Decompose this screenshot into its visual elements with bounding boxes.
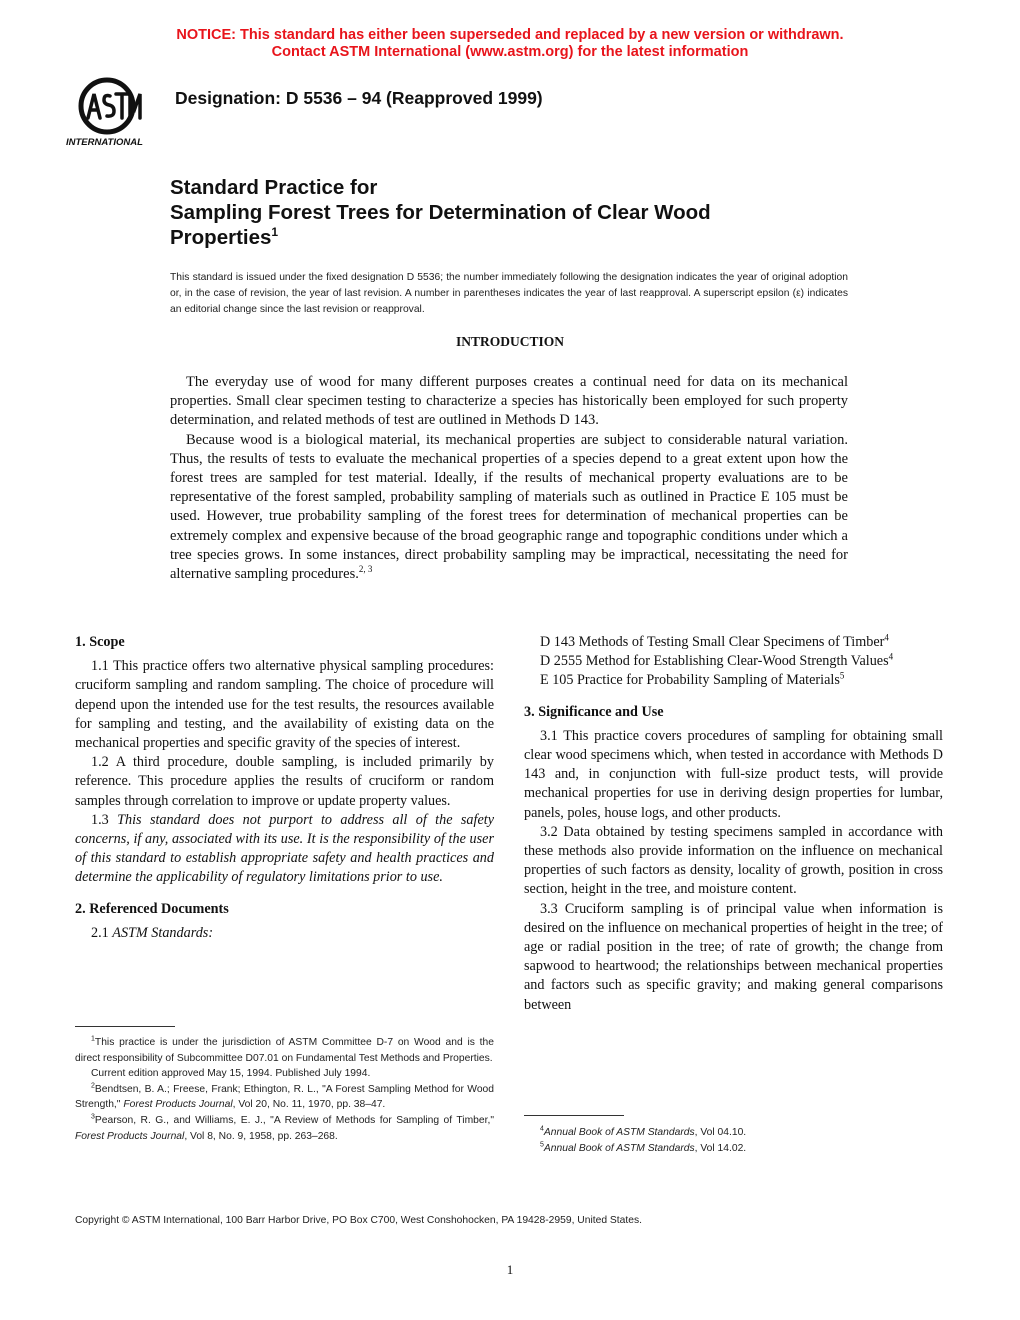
left-column: [75, 633, 494, 943]
footnote-4: $^4$Annual Book of ASTM Standards, Vol 04.10.: [540, 1125, 747, 1138]
footnote-rule-left: [75, 1026, 175, 1027]
footnote-rule-right: [524, 1115, 624, 1116]
copyright-line: Copyright © ASTM International, 100 Barr Harbor Drive, PO Box C700, West Conshohocken, PA 19428-2959, United States.: [75, 1215, 642, 1226]
scope-1-3: 1.3 This standard does not purport to address all of the safety concerns, if any, associated with its use. It is the responsibility of the user of this standard to establish appropriate safety and health practices and determine the applicability of regulatory limitations prior to use.: [75, 811, 494, 886]
footnotes-right: [524, 1125, 943, 1156]
reference-list: [524, 633, 943, 691]
footnote-1b: Current edition approved May 15, 1994. Published July 1994.: [91, 1068, 371, 1080]
document-title: [170, 175, 870, 250]
designation: Designation: D 5536 – 94 (Reapproved 1999): [175, 88, 543, 108]
reference-item-e105: E 105 Practice for Probability Sampling of Materials$^5$: [540, 670, 845, 689]
referenced-2-1: 2.1 ASTM Standards:: [91, 924, 214, 941]
intro-paragraph-2: Because wood is a biological material, its mechanical properties are subject to considerable natural variation. Thus, the results of tests to evaluate the mechanical properties of a species depend to a great extent upon how the forest trees are sampled for test material. Ideally, if the results of mechanical property evaluations are to be representative of the forest sampled, probability sampling of materials such as outlined in Practice E 105 must be used. However, true probability sampling of the forest trees for determination of mechanical properties can be extremely complex and expensive because of the broad geographic range and topographic conditions under which a tree species grows. In some instances, direct probability sampling may be impractical, necessitating the need for alternative sampling procedures.$^{2, 3}$: [170, 431, 848, 583]
introduction-body: [170, 373, 848, 584]
significance-3-1: 3.1 This practice covers procedures of sampling for obtaining small clear wood specimens which, when tested in accordance with Methods D 143 and, in conjunction with full-size product tests, will provide mechanical properties for use in deriving design properties for lumbar, panels, poles, house logs, and other products.: [524, 727, 943, 821]
significance-3-3: 3.3 Cruciform sampling is of principal value when information is desired on the influence on mechanical properties of height in the tree; of age or radial position in the tree; of rate of growth; the change from sapwood to heartwood; the relationships between mechanical properties and factors such as specific gravity; and making general comparisons between: [524, 900, 943, 1013]
page-number: 1: [506, 1262, 514, 1277]
footnotes-left: [75, 1035, 494, 1144]
referenced-heading: 2. Referenced Documents: [75, 900, 229, 917]
footnote-2: $^2$Bendtsen, B. A.; Freese, Frank; Ethington, R. L., "A Forest Sampling Method for Wood Strength," Forest Products Journal, Vol 20, No. 11, 1970, pp. 38–47.: [75, 1082, 494, 1111]
title-line-2: Sampling Forest Trees for Determination of Clear Wood: [170, 201, 711, 224]
logo-wordmark: INTERNATIONAL: [66, 137, 143, 148]
astm-logo: [64, 76, 162, 150]
notice-banner: [0, 27, 1020, 61]
reference-item-d2555: D 2555 Method for Establishing Clear-Wood Strength Values$^4$: [540, 651, 894, 670]
significance-3-2: 3.2 Data obtained by testing specimens sampled in accordance with these methods also provide information on the influence on mechanical properties of such factors as density, locality of growth, position in cross section, height in the tree, and moisture content.: [524, 823, 943, 898]
footnote-1: $^1$This practice is under the jurisdiction of ASTM Committee D-7 on Wood and is the direct responsibility of Subcommittee D07.01 on Fundamental Test Methods and Properties.: [75, 1035, 494, 1064]
notice-line-1: NOTICE: This standard has either been superseded and replaced by a new version or withdrawn.: [176, 27, 844, 43]
scope-heading: 1. Scope: [75, 634, 125, 650]
title-line-1: Standard Practice for: [170, 176, 378, 199]
reference-item-d143: D 143 Methods of Testing Small Clear Specimens of Timber$^4$: [540, 632, 889, 650]
issued-note: This standard is issued under the fixed designation D 5536; the number immediately following the designation indicates the year of original adoption or, in the case of revision, the year of last revision. A number in parentheses indicates the year of last reapproval. A superscript epsilon (ε) indicates an editorial change since the last revision or reapproval.: [170, 272, 848, 315]
scope-1-2: 1.2 A third procedure, double sampling, is included primarily by reference. This procedure applies the results of cruciform or random samples through correlation to improve or update property values.: [75, 754, 494, 809]
introduction-heading: INTRODUCTION: [455, 334, 564, 349]
intro-paragraph-1: The everyday use of wood for many different purposes creates a continual need for data on its mechanical properties. Small clear specimen testing to characterize a species has historically been employed for such property determination, and related methods of test are outlined in Methods D 143.: [170, 374, 848, 429]
footnote-3: $^3$Pearson, R. G., and Williams, E. J., "A Review of Methods for Sampling of Timber," Forest Products Journal, Vol 8, No. 9, 1958, pp. 263–268.: [75, 1113, 494, 1142]
footnote-5: $^5$Annual Book of ASTM Standards, Vol 14.02.: [540, 1141, 747, 1154]
scope-1-1: 1.1 This practice offers two alternative physical sampling procedures: cruciform sampling and random sampling. The choice of procedure will depend upon the intended use for the test results, the resources available for sampling and testing, and the availability of existing data on the mechanical properties and specific gravity of the species of interest.: [75, 658, 494, 752]
significance-heading: 3. Significance and Use: [524, 703, 664, 720]
notice-line-2: Contact ASTM International (www.astm.org) for the latest information: [271, 44, 749, 60]
title-line-3: Properties$^1$: [170, 225, 279, 249]
right-column: [524, 633, 943, 1015]
